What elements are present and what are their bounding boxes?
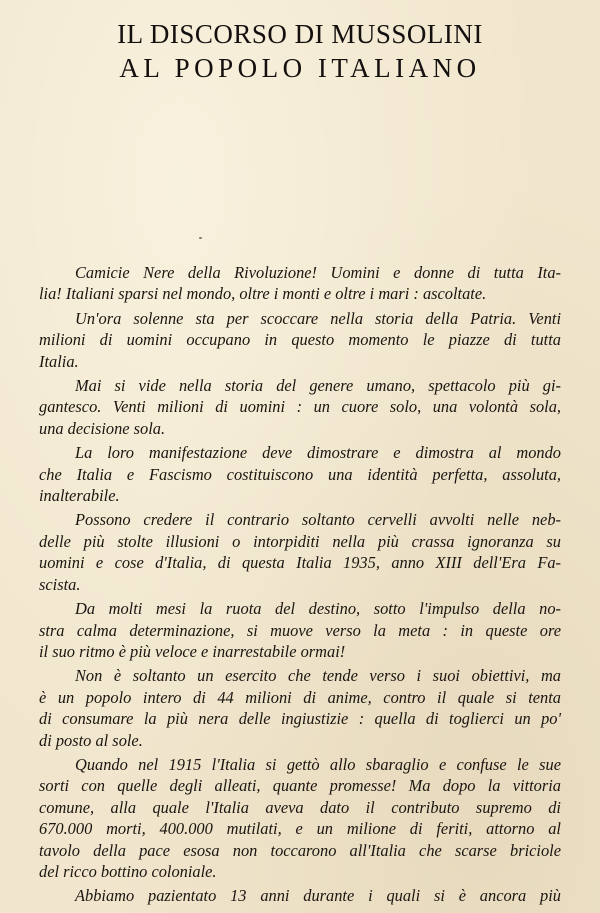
paragraph (39, 885, 561, 906)
text-line: uomini e cose d'Italia, di questa Italia 1935, anno XIII dell'Era Fa- (39, 553, 561, 573)
text-line: è un popolo intero di 44 milioni di anime, contro il quale si tenta (39, 687, 561, 707)
text-line: milioni di uomini occupano in questo momento le piazze di tutta (39, 330, 561, 350)
text-line: Non è soltanto un esercito che tende verso i suoi obiettivi, ma (75, 666, 561, 686)
paragraph (39, 375, 561, 439)
paragraph (39, 442, 561, 506)
text-line: Italia. (39, 351, 79, 371)
text-line: Un'ora solenne sta per scoccare nella storia della Patria. Venti (75, 308, 561, 328)
text-line: Possono credere il contrario soltanto cervelli avvolti nelle neb- (75, 510, 561, 530)
text-line: tavolo della pace esosa non toccarono all'Italia che scarse briciole (39, 840, 561, 860)
text-line: stra calma determinazione, si muove verso la meta : in queste ore (39, 620, 561, 640)
title-line-2: AL POPOLO ITALIANO (119, 53, 481, 83)
text-line: inalterabile. (39, 486, 120, 506)
paragraph (39, 308, 561, 372)
text-line: Camicie Nere della Rivoluzione! Uomini e donne di tutta Ita- (75, 263, 561, 282)
text-line: Abbiamo pazientato 13 anni durante i quali si è ancora più (75, 886, 561, 906)
text-line: Quando nel 1915 l'Italia si gettò allo sbaraglio e confuse le sue (75, 754, 561, 774)
text-line: che Italia e Fascismo costituiscono una identità perfetta, assoluta, (39, 464, 561, 484)
text-line: una decisione sola. (39, 418, 166, 438)
page-title (0, 18, 600, 84)
text-line: sorti con quelle degli alleati, quante promesse! Ma dopo la vittoria (39, 776, 561, 796)
text-line: 670.000 morti, 400.000 mutilati, e un milione di feriti, attorno al (39, 819, 561, 839)
text-line: Mai si vide nella storia del genere umano, spettacolo più gi- (75, 376, 561, 396)
text-line: il suo ritmo è più veloce e inarrestabile ormai! (39, 641, 346, 661)
text-line: lia! Italiani sparsi nel mondo, oltre i monti e oltre i mari : ascoltate. (39, 284, 487, 304)
paper-speck (199, 237, 202, 239)
text-line: Da molti mesi la ruota del destino, sotto l'impulso della no- (75, 599, 561, 619)
paragraph (39, 509, 561, 595)
paragraph (39, 598, 561, 662)
text-line: di posto al sole. (39, 730, 143, 750)
text-line: delle più stolte illusioni o intorpiditi nella più crassa ignoranza su (39, 531, 561, 551)
paragraph (39, 665, 561, 751)
paragraph (39, 754, 561, 882)
text-line: La loro manifestazione deve dimostrare e dimostra al mondo (75, 443, 561, 463)
text-line: gantesco. Venti milioni di uomini : un cuore solo, una volontà sola, (39, 397, 561, 417)
text-line: comune, alla quale l'Italia aveva dato il contributo supremo di (39, 797, 561, 817)
text-line: del ricco bottino coloniale. (39, 861, 217, 881)
title-line-1: IL DISCORSO DI MUSSOLINI (117, 19, 483, 49)
text-line: di consumare la più nera delle ingiustizie : quella di toglierci un po' (39, 709, 561, 729)
paragraph (39, 262, 561, 305)
speech-body (39, 262, 561, 910)
text-line: scista. (39, 574, 81, 594)
